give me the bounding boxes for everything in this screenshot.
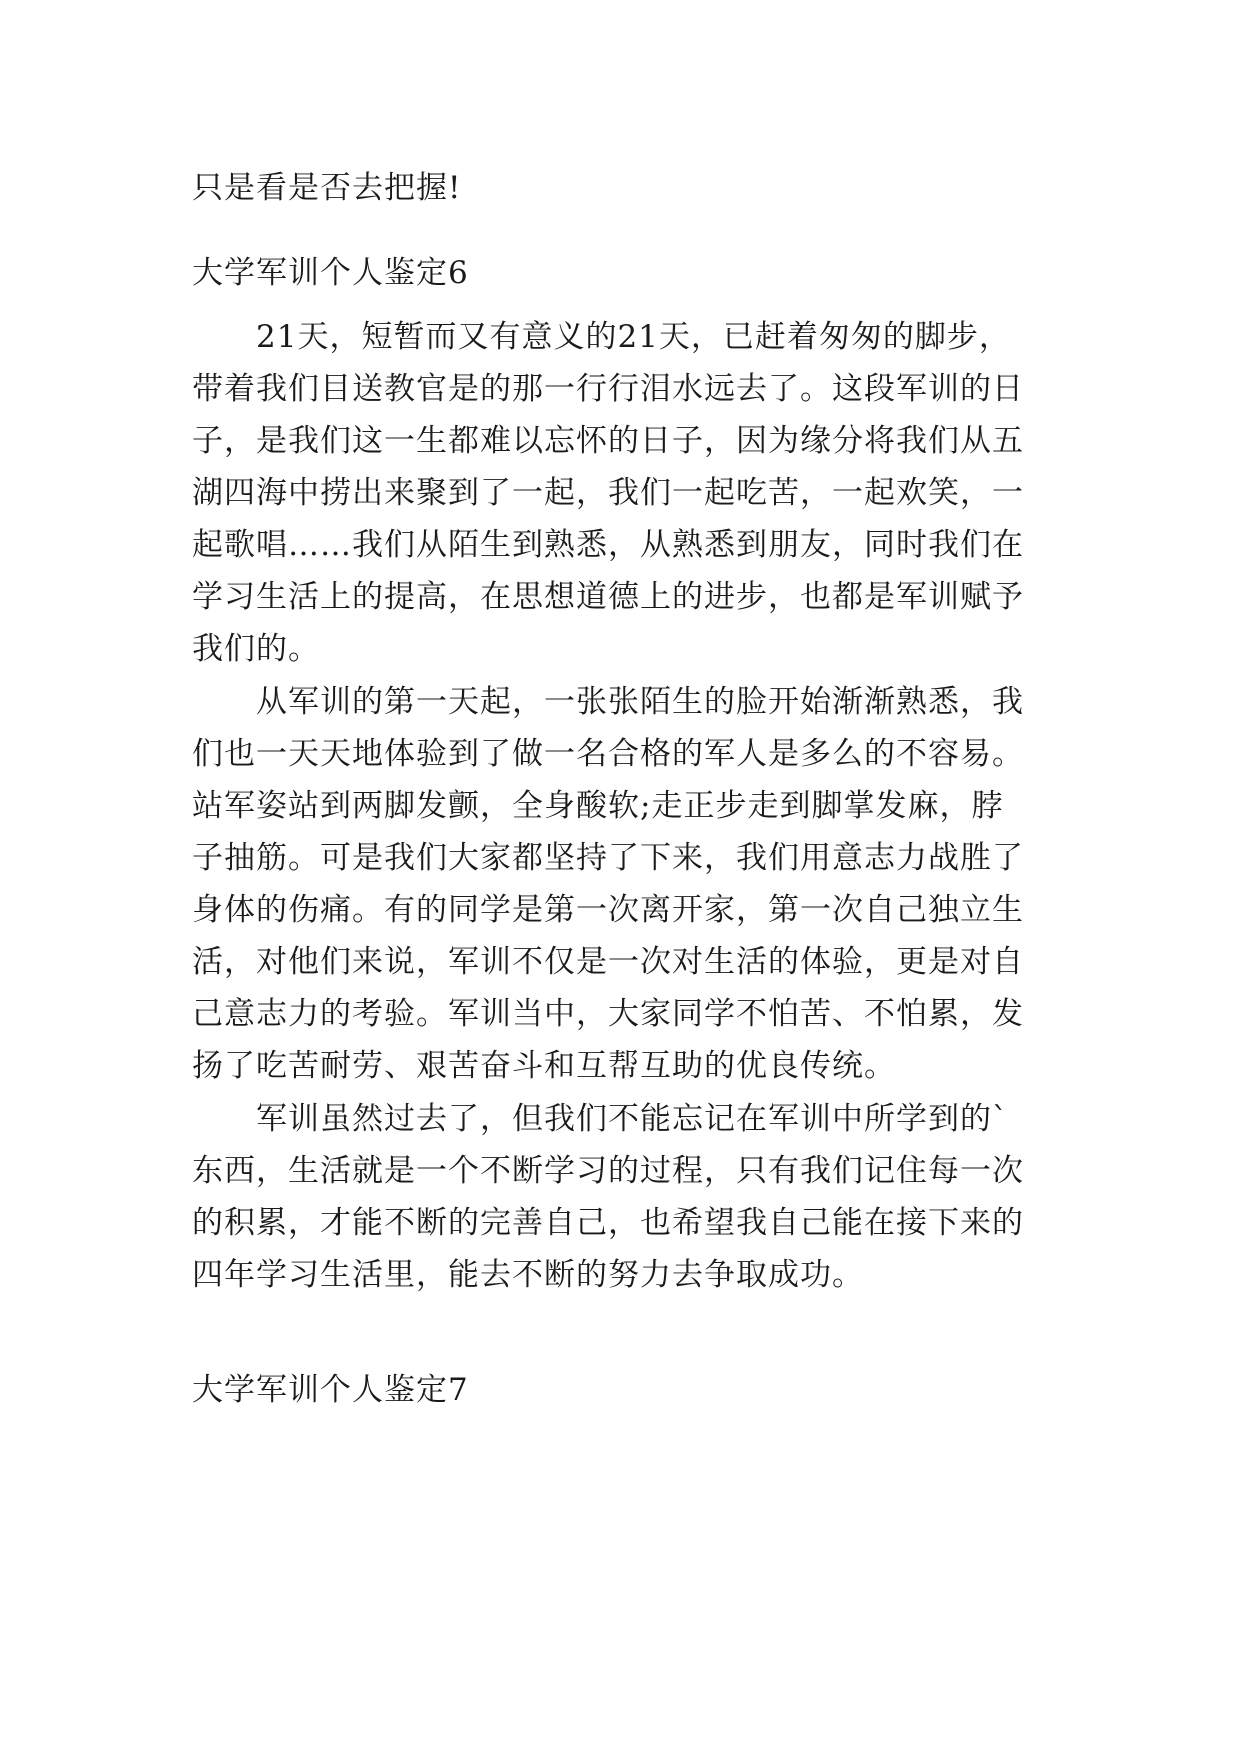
paragraph-line: 的积累，才能不断的完善自己，也希望我自己能在接下来的 <box>192 1205 1024 1241</box>
paragraph-line: 从军训的第一天起，一张张陌生的脸开始渐渐熟悉，我 <box>256 684 1024 720</box>
paragraph-line: 起歌唱……我们从陌生到熟悉，从熟悉到朋友，同时我们在 <box>192 527 1024 563</box>
paragraph-line: 子，是我们这一生都难以忘怀的日子，因为缘分将我们从五 <box>192 423 1024 459</box>
paragraph-line: 21天，短暂而又有意义的21天，已赶着匆匆的脚步， <box>256 319 1011 355</box>
paragraph-line: 东西，生活就是一个不断学习的过程，只有我们记住每一次 <box>192 1153 1024 1189</box>
intro-line: 只是看是否去把握! <box>192 170 462 206</box>
paragraph-line: 们也一天天地体验到了做一名合格的军人是多么的不容易。 <box>192 736 1024 772</box>
paragraph-line: 学习生活上的提高，在思想道德上的进步，也都是军训赋予 <box>192 579 1024 615</box>
paragraph-line: 带着我们目送教官是的那一行行泪水远去了。这段军训的日 <box>192 371 1024 407</box>
section-7-heading: 大学军训个人鉴定7 <box>192 1372 469 1408</box>
paragraph-line: 子抽筋。可是我们大家都坚持了下来，我们用意志力战胜了 <box>192 840 1024 876</box>
paragraph-line: 湖四海中捞出来聚到了一起，我们一起吃苦，一起欢笑，一 <box>192 475 1024 511</box>
paragraph-line: 身体的伤痛。有的同学是第一次离开家，第一次自己独立生 <box>192 892 1024 928</box>
paragraph-line: 军训虽然过去了，但我们不能忘记在军训中所学到的` <box>256 1101 1009 1137</box>
paragraph-line: 我们的。 <box>192 631 320 667</box>
paragraph-line: 四年学习生活里，能去不断的努力去争取成功。 <box>192 1257 864 1293</box>
paragraph-line: 活，对他们来说，军训不仅是一次对生活的体验，更是对自 <box>192 944 1024 980</box>
paragraph-line: 扬了吃苦耐劳、艰苦奋斗和互帮互助的优良传统。 <box>192 1048 896 1084</box>
paragraph-line: 己意志力的考验。军训当中，大家同学不怕苦、不怕累，发 <box>192 996 1024 1032</box>
section-6-heading: 大学军训个人鉴定6 <box>192 255 469 291</box>
paragraph-line: 站军姿站到两脚发颤，全身酸软;走正步走到脚掌发麻，脖 <box>192 788 1004 824</box>
